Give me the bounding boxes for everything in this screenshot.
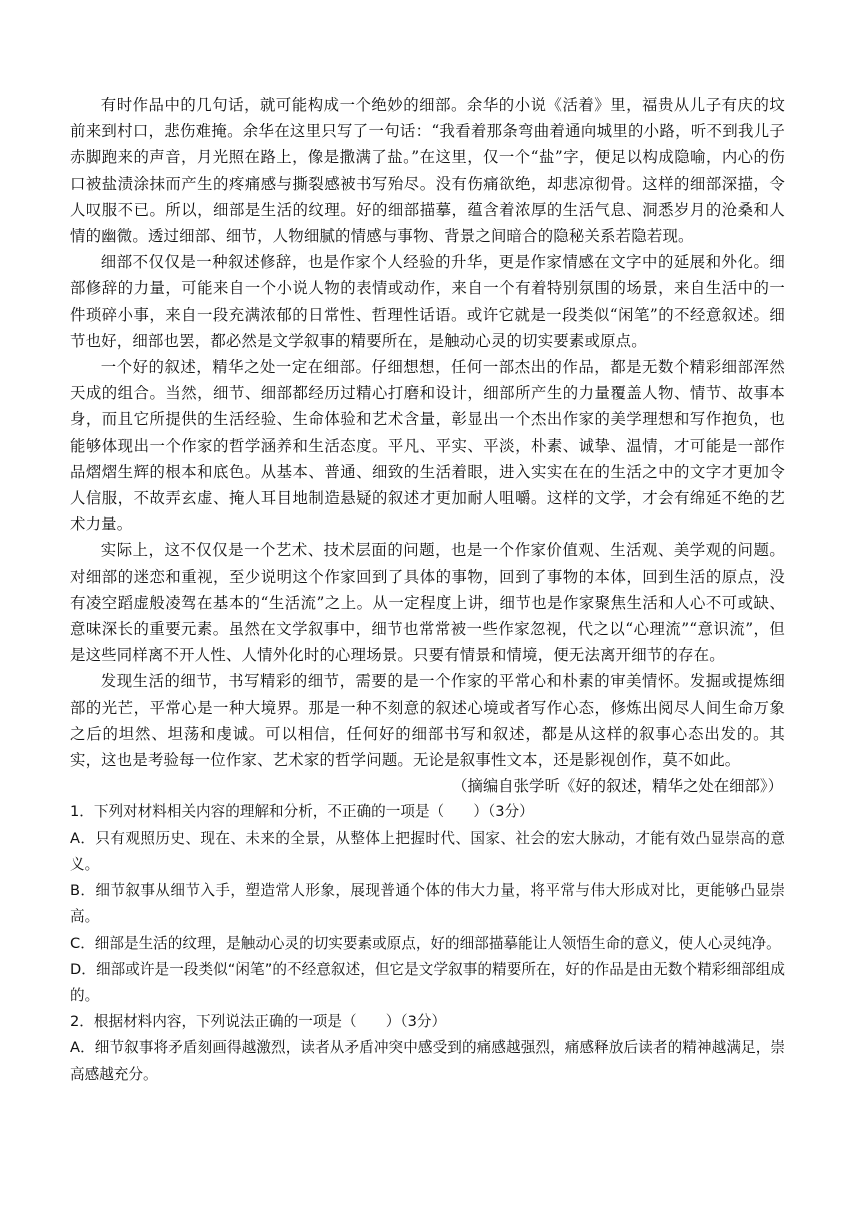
question-1-option-d: D．细部或许是一段类似“闲笔”的不经意叙述，但它是文学叙事的精要所在，好的作品是由无数个精彩细部组成的。 bbox=[70, 960, 785, 1004]
passage-paragraph-1: 有时作品中的几句话，就可能构成一个绝妙的细部。余华的小说《活着》里，福贵从儿子有庆的坟前来到村口，悲伤难掩。余华在这里只写了一句话：“我看着那条弯曲着通向城里的小路，听不到我儿子赤脚跑来的声音，月光照在路上，像是撒满了盐。”在这里，仅一个“盐”字，便足以构成隐喻，内心的伤口被盐渍涂抹而产生的疼痛感与撕裂感被书写殆尽。没有伤痛欲绝，却悲凉彻骨。这样的细部深描，令人叹服不已。所以，细部是生活的纹理。好的细部描摹，蕴含着浓厚的生活气息、洞悉岁月的沧桑和人情的幽微。透过细部、细节，人物细腻的情感与事物、背景之间暗合的隐秘关系若隐若现。 bbox=[70, 96, 785, 246]
question-1-option-a: A．只有观照历史、现在、未来的全景，从整体上把握时代、国家、社会的宏大脉动，才能有效凸显崇高的意义。 bbox=[70, 829, 785, 873]
passage-paragraph-2: 细部不仅仅是一种叙述修辞，也是作家个人经验的升华，更是作家情感在文字中的延展和外化。细部修辞的力量，可能来自一个小说人物的表情或动作，来自一个有着特别氛围的场景，来自生活中的一件琐碎小事，来自一段充满浓郁的日常性、哲理性话语。或许它就是一段类似“闲笔”的不经意叙述。细节也好，细部也罢，都必然是文学叙事的精要所在，是触动心灵的切实要素或原点。 bbox=[70, 253, 785, 350]
reading-passage bbox=[70, 92, 785, 799]
passage-source: （摘编自张学昕《好的叙述，精华之处在细部》） bbox=[452, 777, 783, 796]
question-1-option-b: B．细节叙事从细节入手，塑造常人形象，展现普通个体的伟大力量，将平常与伟大形成对比，更能够凸显崇高。 bbox=[70, 882, 785, 926]
question-1-stem: 1．下列对材料相关内容的理解和分析，不正确的一项是（ ）（3分） bbox=[70, 803, 534, 821]
question-2-option-a: A．细节叙事将矛盾刻画得越激烈，读者从矛盾冲突中感受到的痛感越强烈，痛感释放后读者的精神越满足，崇高感越充分。 bbox=[70, 1039, 785, 1083]
question-2 bbox=[70, 1009, 785, 1088]
question-1 bbox=[70, 799, 785, 1009]
question-2-stem: 2．根据材料内容，下列说法正确的一项是（ ）（3分） bbox=[70, 1013, 447, 1031]
passage-paragraph-3: 一个好的叙述，精华之处一定在细部。仔细想想，任何一部杰出的作品，都是无数个精彩细部浑然天成的组合。当然，细节、细部都经历过精心打磨和设计，细部所产生的力量覆盖人物、情节、故事本身，而且它所提供的生活经验、生命体验和艺术含量，彰显出一个杰出作家的美学理想和写作抱负，也能够体现出一个作家的哲学涵养和生活态度。平凡、平实、平淡，朴素、诚挚、温情，才可能是一部作品熠熠生辉的根本和底色。从基本、普通、细致的生活着眼，进入实实在在的生活之中的文字才更加令人信服，不故弄玄虚、掩人耳目地制造悬疑的叙述才更加耐人咀嚼。这样的文学，才会有绵延不绝的艺术力量。 bbox=[70, 358, 785, 534]
passage-paragraph-4: 实际上，这不仅仅是一个艺术、技术层面的问题，也是一个作家价值观、生活观、美学观的问题。对细部的迷恋和重视，至少说明这个作家回到了具体的事物，回到了事物的本体，回到生活的原点，没有凌空蹈虚般凌驾在基本的“生活流”之上。从一定程度上讲，细节也是作家聚焦生活和人心不可或缺、意味深长的重要元素。虽然在文学叙事中，细节也常常被一些作家忽视，代之以“心理流”“意识流”，但是这些同样离不开人性、人情外化时的心理场景。只要有情景和情境，便无法离开细节的存在。 bbox=[70, 541, 785, 665]
passage-paragraph-5: 发现生活的细节，书写精彩的细节，需要的是一个作家的平常心和朴素的审美情怀。发掘或提炼细部的光芒，平常心是一种大境界。那是一种不刻意的叙述心境或者写作心态，修炼出阅尽人间生命万象之后的坦然、坦荡和虔诚。可以相信，任何好的细部书写和叙述，都是从这样的叙事心态出发的。其实，这也是考验每一位作家、艺术家的哲学问题。无论是叙事性文本，还是影视创作，莫不如此。 bbox=[70, 672, 785, 770]
question-1-option-c: C．细部是生活的纹理，是触动心灵的切实要素或原点，好的细部描摹能让人领悟生命的意义，使人心灵纯净。 bbox=[70, 934, 781, 952]
